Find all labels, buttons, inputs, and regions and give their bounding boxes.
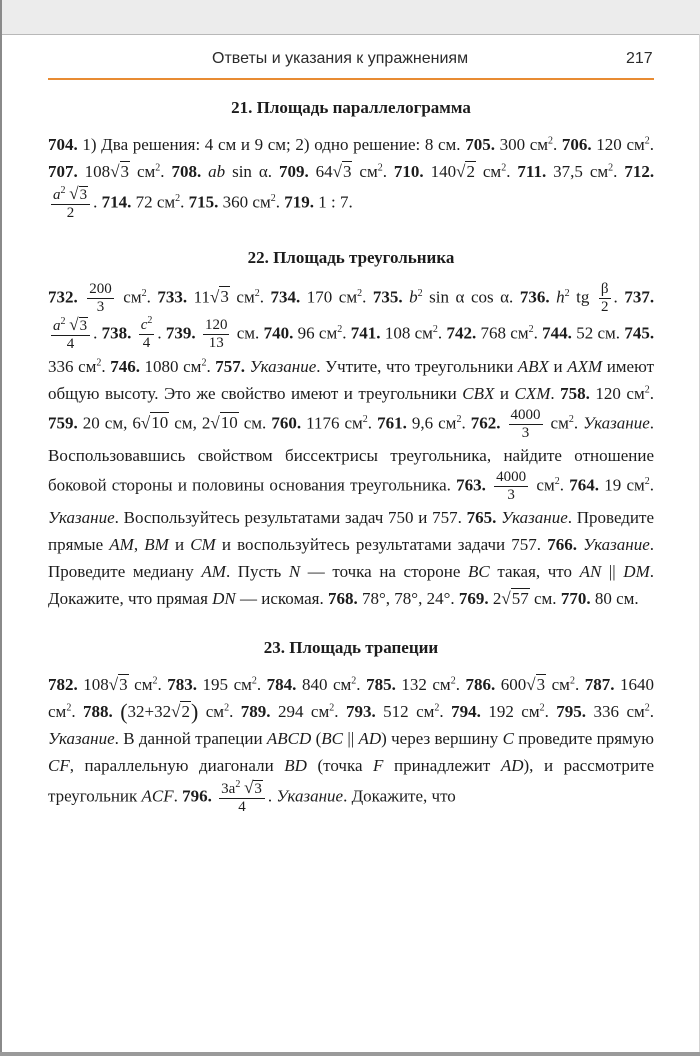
- exercise-number: 759.: [48, 413, 78, 433]
- exercise-number: 769.: [458, 589, 489, 608]
- exercise-number: 739.: [165, 323, 196, 343]
- exercise-number: 795.: [556, 702, 587, 721]
- running-head: Ответы и указания к упражнениям: [212, 50, 469, 67]
- exercise-number: 785.: [366, 675, 396, 694]
- exercise-number: 736.: [519, 287, 550, 307]
- exercise-number: 712.: [624, 162, 655, 181]
- page-number: 217: [626, 50, 653, 67]
- fraction: $\frac{\beta}{2}$: [600, 281, 609, 315]
- exercise-number: 787.: [584, 675, 615, 694]
- exercise-number: 714.: [101, 192, 132, 212]
- exercise-number: 740.: [263, 323, 294, 343]
- exercise-number: 758.: [560, 384, 590, 403]
- exercise-number: 770.: [560, 589, 591, 608]
- exercise-number: 786.: [465, 675, 496, 694]
- exercise-number: 745.: [624, 323, 655, 343]
- exercise-number: 733.: [157, 287, 188, 307]
- exercise-number: 763.: [456, 475, 486, 495]
- exercise-number: 783.: [167, 675, 197, 694]
- fraction: $\frac{4000}{3}$: [496, 469, 527, 503]
- exercise-number: 746.: [110, 357, 140, 376]
- exercise-number: 764.: [569, 475, 599, 495]
- exercise-number: 735.: [372, 287, 403, 307]
- exercise-number: 765.: [466, 508, 497, 527]
- viewer-bottom-bar: [0, 1052, 700, 1056]
- fraction: $\frac{200}{3}$: [89, 281, 112, 315]
- exercise-number: 705.: [465, 135, 495, 154]
- section-title: 23. Площадь трапеции: [263, 638, 439, 657]
- exercise-number: 788.: [83, 702, 113, 721]
- page-content: [48, 94, 654, 816]
- fraction: $\frac{4000}{3}$: [510, 407, 541, 441]
- fraction: $\frac{3a^2 √3}{4}$: [219, 779, 265, 816]
- exercise-number: 744.: [542, 323, 572, 343]
- exercise-number: 768.: [328, 589, 358, 608]
- exercise-number: 793.: [345, 702, 376, 721]
- exercise-number: 711.: [517, 162, 547, 181]
- exercise-number: 719.: [284, 192, 314, 212]
- fraction: $\frac{a^2 √3}{4}$: [51, 316, 90, 353]
- fraction: $\frac{a^2 √3}{2}$: [51, 185, 90, 222]
- exercise-number: 794.: [451, 702, 481, 721]
- exercise-number: 706.: [561, 135, 592, 154]
- exercise-number: 757.: [215, 357, 246, 376]
- exercise-number: 789.: [240, 702, 271, 721]
- exercise-number: 784.: [266, 675, 297, 694]
- answers-section-21: 704. 1) Два решения: 4 см и 9 см; 2) одно решение: 8 см. 705. 300 $см^2$. 706. 120 $см^2$. 707. 108√3 $см^2$. 708. ab sin α. 709. 64√3 $см^2$. 710. 140√2 $см^2$. 711. 37,5 $см^2$. 712. $\frac{a^2 √3}{2}$ . 714. 72 $см^2$. 715. 360 $см^2$. 719. 1 : 7.: [48, 135, 655, 221]
- exercise-number: 734.: [270, 287, 301, 307]
- exercise-number: 796.: [182, 786, 212, 806]
- viewer-top-bar: [0, 0, 700, 35]
- fraction: $\frac{120}{13}$: [204, 317, 228, 351]
- exercise-number: 710.: [393, 162, 424, 181]
- exercise-number: 737.: [624, 287, 655, 307]
- exercise-number: 715.: [188, 192, 219, 212]
- exercise-number: 766.: [547, 535, 577, 554]
- exercise-number: 762.: [470, 413, 501, 433]
- exercise-number: 760.: [271, 413, 302, 433]
- exercise-number: 707.: [48, 162, 78, 181]
- answers-section-23: 782. 108√3 $см^2$. 783. 195 $см^2$. 784. 840 $см^2$. 785. 132 $см^2$. 786. 600√3 $см^2$. 787. 1640 $см^2$. 788. (32+32√2) $см^2$. 789. 294 $см^2$. 793. 512 $см^2$. 794. 192 $см^2$. 795. 336 $см^2$. Указание. В данной трапеции ABCD (BC || AD) через вершину C проведите прямую CF, параллельную диагонали BD (точка F принадлежит AD), и рассмотрите треугольник ACF. 796. $\frac{3a^2 √3}{4}$ . Указание. Докажите, что: [48, 675, 655, 815]
- answers-section-22: 732. $\frac{200}{3}$ $см^2$. 733. 11√3 $см^2$. 734. 170 $см^2$. 735. $b^2$ sin α cos α. 736. $h^2$ tg $\frac{\beta}{2}$ . 737. $\frac{a^2 √3}{4}$ . 738. $\frac{c^2}{4}$ . 739. $\frac{120}{13}$ см. 740. 96 $см^2$. 741. 108 $см^2$. 742. 768 $см^2$. 744. 52 см. 745. 336 $см^2$. 746. 1080 $см^2$. 757. Указание. Учтите, что треугольники ABX и AXM имеют общую высоту. Это же свойство имеют и треугольники CBX и CXM. 758. 120 $см^2$. 759. 20 см, 6√10 см, 2√10 см. 760. 1176 $см^2$. 761. 9,6 $см^2$. 762. $\frac{4000}{3}$ $см^2$. Указание. Воспользовавшись свойством биссектрисы треугольника, найдите отношение боковой стороны и половины основания треугольника. 763. $\frac{4000}{3}$ $см^2$. 764. 19 $см^2$. Указание. Воспользуйтесь результатами задач 750 и 757. 765. Указание. Проведите прямые AM, BM и CM и воспользуйтесь результатами задачи 757. 766. Указание. Проведите медиану AM. Пусть N — точка на стороне BC такая, что AN || DM. Докажите, что прямая DN — искомая. 768. 78°, 78°, 24°. 769. 2√57 см. 770. 80 см.: [48, 281, 655, 608]
- fraction: $\frac{c^2}{4}$: [140, 315, 153, 351]
- section-title: 21. Площадь параллелограмма: [231, 98, 471, 117]
- exercise-number: 741.: [350, 323, 381, 343]
- exercise-number: 761.: [377, 413, 407, 433]
- exercise-number: 708.: [171, 162, 202, 181]
- exercise-number: 704.: [48, 135, 78, 154]
- header-rule: [48, 78, 654, 80]
- exercise-number: 732.: [48, 287, 78, 307]
- viewer-left-edge: [0, 34, 2, 1056]
- exercise-number: 742.: [446, 323, 477, 343]
- exercise-number: 782.: [48, 675, 78, 694]
- exercise-number: 709.: [278, 162, 309, 181]
- section-title: 22. Площадь треугольника: [247, 248, 455, 267]
- exercise-number: 738.: [101, 323, 132, 343]
